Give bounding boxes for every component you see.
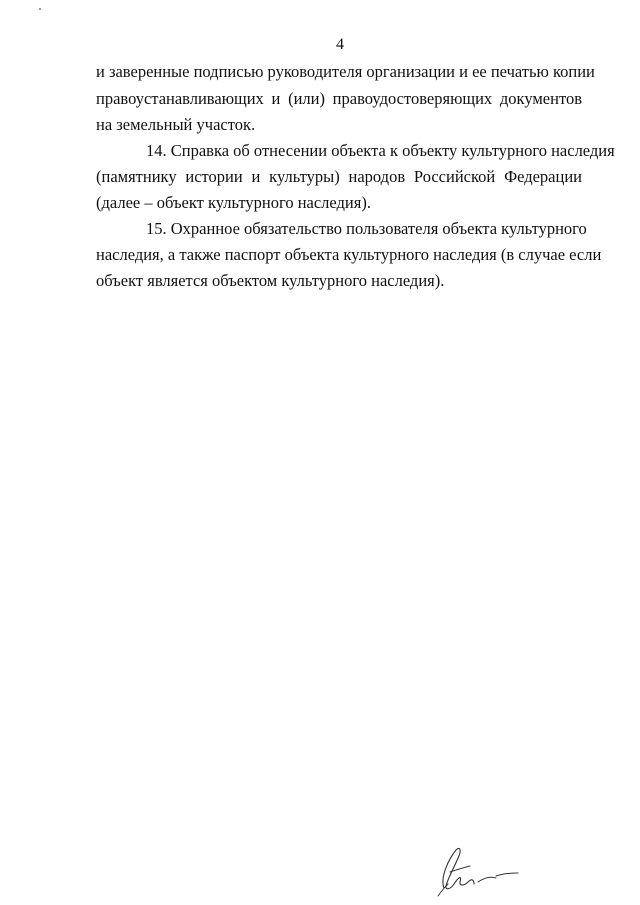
- paragraph-15-line-1: 15. Охранное обязательство пользователя объекта культурного: [146, 219, 587, 238]
- paragraph-1-line-2: правоустанавливающих и (или) правоудостоверяющих документов: [96, 89, 582, 108]
- paragraph-14-line-1: 14. Справка об отнесении объекта к объекту культурного наследия: [146, 141, 615, 160]
- paragraph-1-line-1: и заверенные подписью руководителя организации и ее печатью копии: [96, 62, 595, 81]
- paragraph-14-line-3: (далее – объект культурного наследия).: [96, 193, 371, 212]
- paragraph-15-line-2: наследия, а также паспорт объекта культурного наследия (в случае если: [96, 245, 602, 264]
- paragraph-15-line-3: объект является объектом культурного наследия).: [96, 271, 445, 290]
- paragraph-14-line-2: (памятнику истории и культуры) народов Российской Федерации: [96, 167, 582, 186]
- signature-icon: [430, 838, 520, 898]
- paragraph-1-line-3: на земельный участок.: [96, 115, 256, 134]
- page-number: 4: [336, 36, 344, 53]
- scan-artifact: [39, 8, 41, 10]
